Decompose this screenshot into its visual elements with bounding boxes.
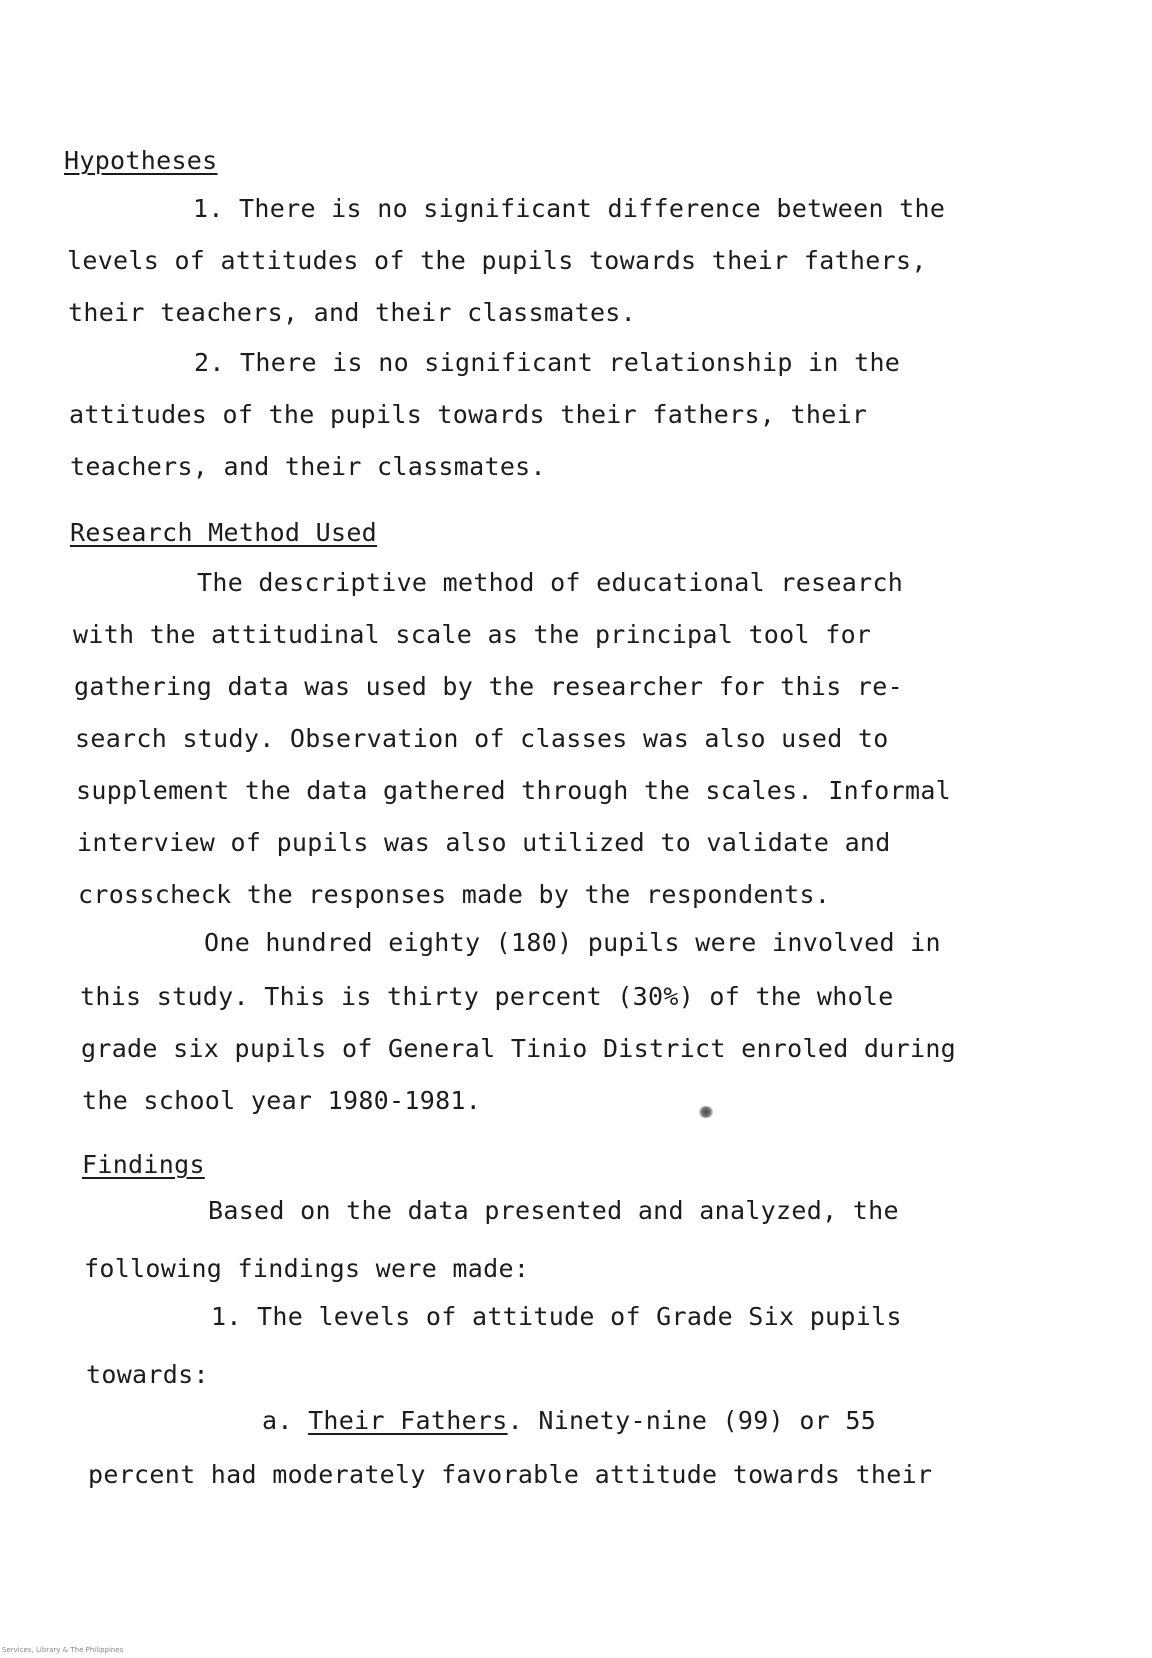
hypothesis-1-line-1: 1. There is no significant difference between the: [193, 194, 946, 223]
item-a-marker: a.: [262, 1406, 309, 1435]
hypothesis-1-line-2: levels of attitudes of the pupils towards their fathers,: [67, 246, 927, 275]
method-line-1: The descriptive method of educational research: [197, 568, 904, 597]
findings-line-5: [262, 1406, 876, 1436]
findings-line-4: towards:: [86, 1360, 209, 1389]
method-line-6: interview of pupils was also utilized to validate and: [77, 828, 891, 857]
hypothesis-2-line-2: attitudes of the pupils towards their fathers, their: [69, 400, 868, 429]
method-line-4: search study. Observation of classes was also used to: [75, 724, 889, 753]
method-line-2: with the attitudinal scale as the principal tool for: [73, 620, 872, 649]
heading-hypotheses: Hypotheses: [64, 146, 218, 175]
findings-line-1: Based on the data presented and analyzed, the: [208, 1196, 899, 1225]
heading-research-method: Research Method Used: [70, 518, 378, 547]
item-a-text: . Ninety-nine (99) or 55: [507, 1406, 877, 1435]
method-line-8: One hundred eighty (180) pupils were involved in: [204, 928, 941, 957]
method-line-11: the school year 1980-1981.: [82, 1086, 482, 1115]
hypothesis-2-line-3: teachers, and their classmates.: [70, 452, 546, 481]
method-line-5: supplement the data gathered through the scales. Informal: [76, 776, 952, 805]
findings-line-2: following findings were made:: [84, 1254, 530, 1283]
method-line-9: this study. This is thirty percent (30%) of the whole: [80, 982, 894, 1011]
heading-findings: Findings: [82, 1150, 205, 1179]
hypothesis-1-line-3: their teachers, and their classmates.: [68, 298, 636, 327]
method-line-3: gathering data was used by the researcher for this re-: [74, 672, 903, 701]
findings-line-3: 1. The levels of attitude of Grade Six pupils: [211, 1302, 902, 1331]
scan-speck: [698, 1106, 714, 1118]
scan-footer: Services, Library & The Philippines: [2, 1646, 124, 1654]
method-line-7: crosscheck the responses made by the respondents.: [78, 880, 831, 909]
method-line-10: grade six pupils of General Tinio District enroled during: [81, 1034, 957, 1063]
item-a-title: Their Fathers: [308, 1406, 508, 1435]
findings-line-6: percent had moderately favorable attitude towards their: [88, 1460, 933, 1489]
hypothesis-2-line-1: 2. There is no significant relationship in the: [194, 348, 901, 377]
